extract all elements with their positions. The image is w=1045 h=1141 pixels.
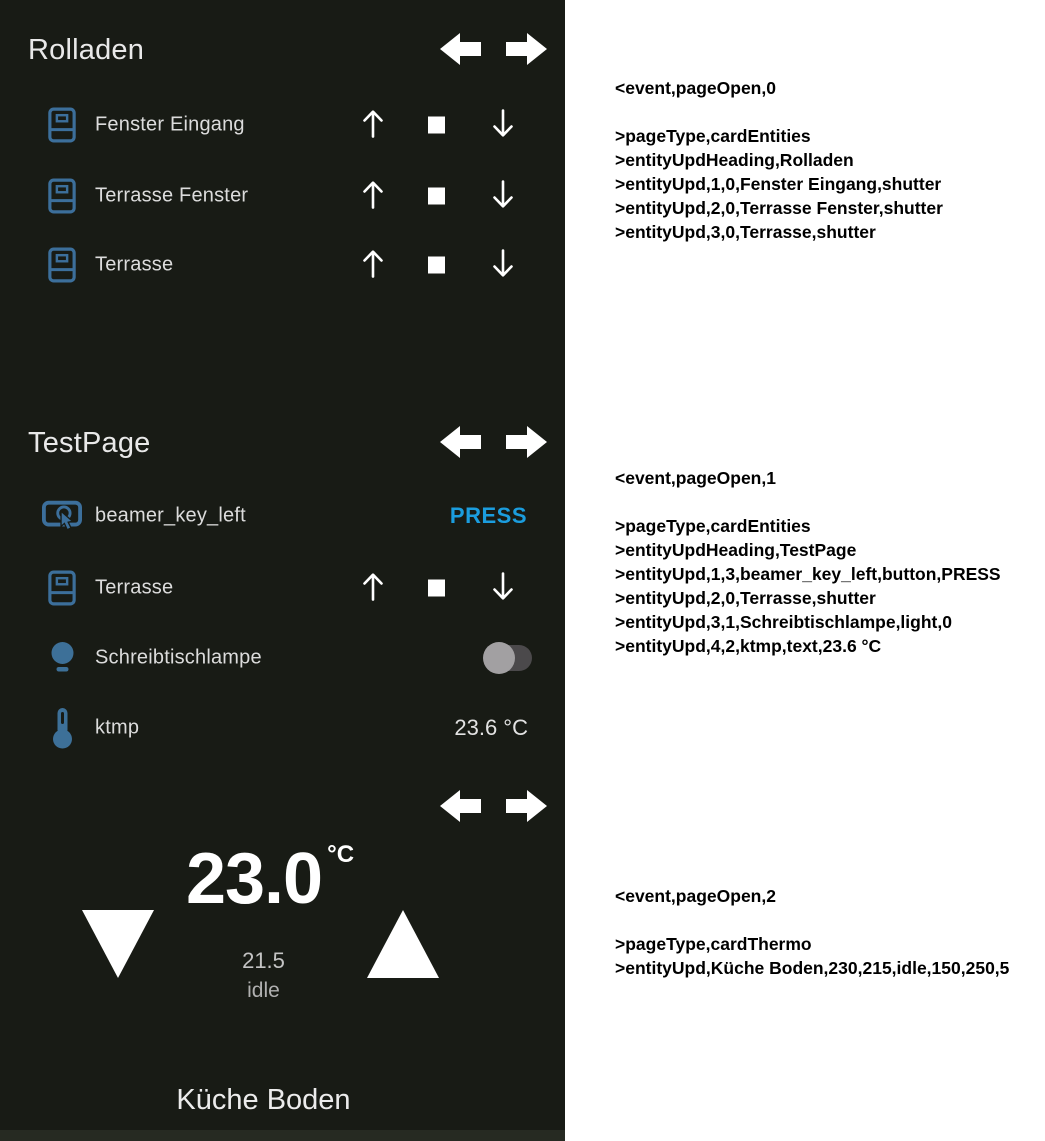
entity-row-fenster-eingang — [0, 90, 565, 160]
shutter-stop-button[interactable] — [428, 117, 445, 134]
log-line: >entityUpd,2,0,Terrasse,shutter — [615, 588, 876, 608]
log-line: >entityUpdHeading,Rolladen — [615, 150, 854, 170]
thermostat-title: Küche Boden — [176, 1084, 351, 1116]
log-line: >entityUpd,4,2,ktmp,text,23.6 °C — [615, 636, 882, 656]
target-temperature: 21.5 — [242, 948, 285, 973]
log-line: >entityUpd,3,0,Terrasse,shutter — [615, 222, 876, 242]
page-next-button[interactable] — [506, 425, 547, 462]
entity-row-beamer-key-left — [0, 481, 565, 551]
entity-name: ktmp — [95, 716, 140, 739]
window-shutter-icon — [42, 569, 82, 607]
window-shutter-icon — [42, 106, 82, 144]
arrow-left-icon — [440, 425, 481, 462]
log-line: <event,pageOpen,2 — [615, 886, 776, 906]
log-block-page2 — [615, 884, 1040, 980]
arrow-up-icon — [361, 179, 385, 214]
press-button[interactable]: PRESS — [449, 503, 527, 528]
log-line-blank — [615, 490, 1040, 514]
entity-name: Schreibtischlampe — [95, 646, 262, 669]
log-line: <event,pageOpen,1 — [615, 468, 776, 488]
stop-square-icon — [428, 580, 445, 597]
page-nav — [440, 787, 547, 827]
log-line: >entityUpd,Küche Boden,230,215,idle,150,250,5 — [615, 958, 1010, 978]
entity-name: Terrasse — [95, 253, 174, 276]
window-shutter-icon — [42, 177, 82, 215]
shutter-up-button[interactable] — [361, 571, 385, 606]
log-line-blank — [615, 908, 1040, 932]
log-line: >pageType,cardThermo — [615, 934, 812, 954]
entity-row-schreibtischlampe — [0, 623, 565, 693]
page-next-button[interactable] — [506, 32, 547, 69]
arrow-right-icon — [506, 32, 547, 69]
thermostat-state: idle — [247, 979, 280, 1002]
shutter-down-button[interactable] — [491, 179, 515, 214]
arrow-right-icon — [506, 425, 547, 462]
current-temperature — [0, 839, 540, 919]
current-temperature-value: 23.0 — [185, 839, 323, 919]
page-prev-button[interactable] — [440, 425, 481, 462]
page-nav — [440, 30, 547, 70]
panel-bottom-edge — [0, 1130, 565, 1141]
page-prev-button[interactable] — [440, 789, 481, 826]
arrow-up-icon — [361, 108, 385, 143]
light-bulb-icon — [42, 641, 82, 675]
log-block-page0 — [615, 76, 1040, 244]
entity-name: beamer_key_left — [95, 504, 246, 527]
log-block-page1 — [615, 466, 1040, 658]
log-line: >entityUpd,2,0,Terrasse Fenster,shutter — [615, 198, 943, 218]
stop-square-icon — [428, 188, 445, 205]
window-shutter-icon — [42, 246, 82, 284]
log-line: >pageType,cardEntities — [615, 126, 811, 146]
entity-row-ktmp — [0, 693, 565, 763]
light-toggle-switch[interactable] — [485, 645, 532, 671]
shutter-down-button[interactable] — [491, 108, 515, 143]
card-rolladen-header — [28, 30, 547, 70]
log-line: >entityUpdHeading,TestPage — [615, 540, 857, 560]
shutter-up-button[interactable] — [361, 248, 385, 283]
shutter-down-button[interactable] — [491, 248, 515, 283]
arrow-down-icon — [491, 108, 515, 143]
temperature-unit: °C — [327, 841, 355, 868]
entity-name: Terrasse Fenster — [95, 184, 249, 207]
arrow-left-icon — [440, 789, 481, 826]
toggle-knob — [483, 642, 515, 674]
page-title: Rolladen — [28, 33, 145, 66]
thermometer-icon — [42, 706, 82, 750]
arrow-up-icon — [361, 571, 385, 606]
arrow-down-icon — [491, 571, 515, 606]
page-title: TestPage — [28, 426, 151, 459]
shutter-stop-button[interactable] — [428, 580, 445, 597]
log-line: >entityUpd,3,1,Schreibtischlampe,light,0 — [615, 612, 952, 632]
card-testpage-header — [28, 423, 547, 463]
shutter-stop-button[interactable] — [428, 257, 445, 274]
arrow-up-icon — [361, 248, 385, 283]
arrow-left-icon — [440, 32, 481, 69]
page-next-button[interactable] — [506, 789, 547, 826]
stop-square-icon — [428, 117, 445, 134]
arrow-right-icon — [506, 789, 547, 826]
arrow-down-icon — [491, 179, 515, 214]
gesture-tap-button-icon — [42, 497, 82, 535]
page-prev-button[interactable] — [440, 32, 481, 69]
log-line-blank — [615, 100, 1040, 124]
stop-square-icon — [428, 257, 445, 274]
entity-row-terrasse-2 — [0, 553, 565, 623]
entity-name: Fenster Eingang — [95, 113, 245, 136]
shutter-up-button[interactable] — [361, 108, 385, 143]
entity-row-terrasse-fenster — [0, 161, 565, 231]
entity-row-terrasse — [0, 230, 565, 300]
log-line: >entityUpd,1,3,beamer_key_left,button,PRESS — [615, 564, 1001, 584]
shutter-stop-button[interactable] — [428, 188, 445, 205]
shutter-down-button[interactable] — [491, 571, 515, 606]
arrow-down-icon — [491, 248, 515, 283]
entity-name: Terrasse — [95, 576, 174, 599]
shutter-up-button[interactable] — [361, 179, 385, 214]
page-nav — [440, 423, 547, 463]
log-line: <event,pageOpen,0 — [615, 78, 776, 98]
log-line: >pageType,cardEntities — [615, 516, 811, 536]
log-line: >entityUpd,1,0,Fenster Eingang,shutter — [615, 174, 942, 194]
temperature-value: 23.6 °C — [454, 715, 528, 740]
